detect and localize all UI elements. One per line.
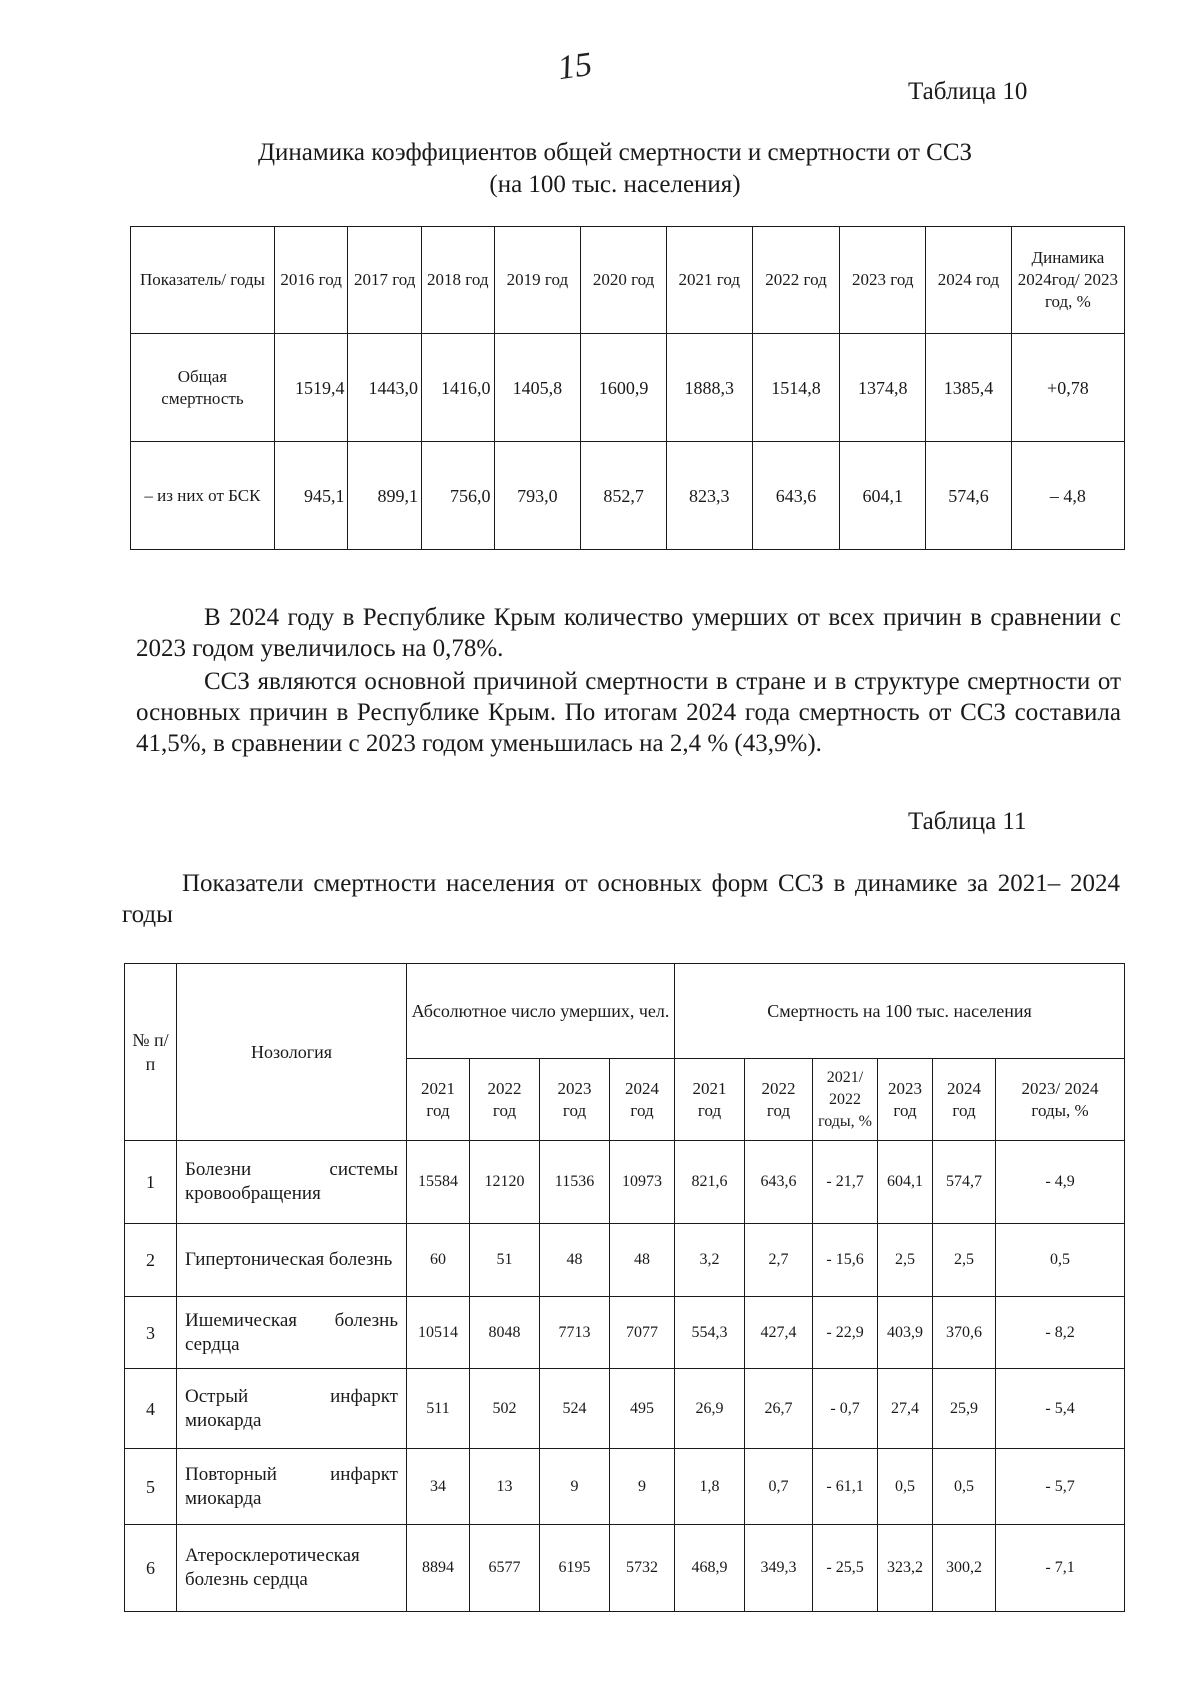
header-rate-col: 2021 год xyxy=(675,1059,745,1141)
table-cell: 2,5 xyxy=(933,1224,996,1297)
table-10 xyxy=(130,226,1125,550)
table-cell: 60 xyxy=(407,1224,470,1297)
table-row xyxy=(125,1369,1125,1449)
header-num: № п/п xyxy=(125,964,177,1141)
header-absolute: Абсолютное число умерших, чел. xyxy=(407,964,675,1059)
table-cell: 7077 xyxy=(610,1297,675,1369)
header-rate-col: 2021/ 2022 годы, % xyxy=(813,1059,878,1141)
table-cell: - 0,7 xyxy=(813,1369,878,1449)
row-num: 3 xyxy=(125,1297,177,1369)
header-year: 2016 год xyxy=(274,227,348,334)
row-num: 4 xyxy=(125,1369,177,1449)
table-cell: 852,7 xyxy=(581,442,667,550)
header-abs-year: 2023 год xyxy=(540,1059,610,1141)
table-cell: 323,2 xyxy=(878,1525,933,1612)
table-cell: 2,7 xyxy=(745,1224,813,1297)
table-cell: 823,3 xyxy=(666,442,752,550)
header-year: 2017 год xyxy=(348,227,422,334)
row-nosology: Гипертоническая болезнь xyxy=(177,1224,407,1297)
table-cell: 945,1 xyxy=(274,442,348,550)
table-cell: 502 xyxy=(470,1369,540,1449)
table-10-label: Таблица 10 xyxy=(908,78,1028,105)
table-cell: 9 xyxy=(540,1449,610,1525)
table-cell: 25,9 xyxy=(933,1369,996,1449)
table-cell: 1600,9 xyxy=(581,334,667,442)
header-abs-year: 2024 год xyxy=(610,1059,675,1141)
table-cell: - 5,4 xyxy=(996,1369,1125,1449)
table-cell: 1514,8 xyxy=(752,334,840,442)
table-cell: 26,7 xyxy=(745,1369,813,1449)
table-cell: 51 xyxy=(470,1224,540,1297)
table-cell: - 61,1 xyxy=(813,1449,878,1525)
header-nosology: Нозология xyxy=(177,964,407,1141)
table-cell: 643,6 xyxy=(745,1141,813,1224)
table-cell: 899,1 xyxy=(348,442,422,550)
header-year: 2023 год xyxy=(840,227,926,334)
table-row xyxy=(125,1141,1125,1224)
table-cell: 554,3 xyxy=(675,1297,745,1369)
row-label: – из них от БСК xyxy=(131,442,275,550)
row-num: 1 xyxy=(125,1141,177,1224)
table-cell: 12120 xyxy=(470,1141,540,1224)
table-cell: 11536 xyxy=(540,1141,610,1224)
table-cell: 495 xyxy=(610,1369,675,1449)
table-cell: 3,2 xyxy=(675,1224,745,1297)
header-year: 2018 год xyxy=(422,227,494,334)
table-11 xyxy=(124,963,1125,1612)
table-cell: 604,1 xyxy=(840,442,926,550)
table-row xyxy=(131,334,1125,442)
table-cell: 8894 xyxy=(407,1525,470,1612)
table-cell: 604,1 xyxy=(878,1141,933,1224)
table-cell: 1374,8 xyxy=(840,334,926,442)
table-cell: 574,6 xyxy=(926,442,1012,550)
table-cell: - 7,1 xyxy=(996,1525,1125,1612)
table-cell: 26,9 xyxy=(675,1369,745,1449)
table-cell: 468,9 xyxy=(675,1525,745,1612)
table-cell: 1405,8 xyxy=(494,334,581,442)
header-rate-col: 2024 год xyxy=(933,1059,996,1141)
row-nosology: Ишемическая болезнь сердца xyxy=(177,1297,407,1369)
paragraph-2: ССЗ являются основной причиной смертности в стране и в структуре смертности от основных причин в Республике Крым. По итогам 2024 года смертность от ССЗ составила 41,5%, в сравнении с 2023 годом уменьшилась на 2,4 % (43,9%). xyxy=(136,668,1121,757)
table-row xyxy=(131,442,1125,550)
table-cell: 6195 xyxy=(540,1525,610,1612)
row-nosology: Повторный инфаркт миокарда xyxy=(177,1449,407,1525)
table-11-title: Показатели смертности населения от основных форм ССЗ в динамике за 2021– 2024 годы xyxy=(122,870,1120,928)
table-cell: 34 xyxy=(407,1449,470,1525)
table-cell: - 8,2 xyxy=(996,1297,1125,1369)
row-nosology: Острый инфаркт миокарда xyxy=(177,1369,407,1449)
table-cell: 9 xyxy=(610,1449,675,1525)
table-cell: 0,5 xyxy=(878,1449,933,1525)
row-nosology: Болезни системы кровообращения xyxy=(177,1141,407,1224)
row-num: 5 xyxy=(125,1449,177,1525)
row-label: Общая смертность xyxy=(131,334,275,442)
table-cell: 1416,0 xyxy=(422,334,494,442)
table-cell: +0,78 xyxy=(1011,334,1124,442)
table-cell: 10973 xyxy=(610,1141,675,1224)
table-cell: - 21,7 xyxy=(813,1141,878,1224)
header-indicator: Показатель/ годы xyxy=(131,227,275,334)
table-cell: 6577 xyxy=(470,1525,540,1612)
header-rate-col: 2022 год xyxy=(745,1059,813,1141)
header-rate: Смертность на 100 тыс. населения xyxy=(675,964,1125,1059)
table-cell: 821,6 xyxy=(675,1141,745,1224)
table-cell: - 22,9 xyxy=(813,1297,878,1369)
table-10-title-line2: (на 100 тыс. населения) xyxy=(489,171,741,198)
paragraph-1: В 2024 году в Республике Крым количество умерших от всех причин в сравнении с 2023 годом увеличилось на 0,78%. xyxy=(136,604,1121,662)
table-cell: 524 xyxy=(540,1369,610,1449)
table-row xyxy=(125,1449,1125,1525)
table-cell: 574,7 xyxy=(933,1141,996,1224)
table-cell: 48 xyxy=(540,1224,610,1297)
table-cell: - 25,5 xyxy=(813,1525,878,1612)
table-row xyxy=(125,1224,1125,1297)
table-cell: 48 xyxy=(610,1224,675,1297)
row-num: 6 xyxy=(125,1525,177,1612)
table-cell: 1385,4 xyxy=(926,334,1012,442)
table-cell: 427,4 xyxy=(745,1297,813,1369)
header-rate-col: 2023/ 2024 годы, % xyxy=(996,1059,1125,1141)
table-cell: 1888,3 xyxy=(666,334,752,442)
table-cell: 7713 xyxy=(540,1297,610,1369)
table-cell: 370,6 xyxy=(933,1297,996,1369)
table-10-title-line1: Динамика коэффициентов общей смертности и смертности от ССЗ xyxy=(257,139,973,166)
header-year: 2024 год xyxy=(926,227,1012,334)
table-cell: 5732 xyxy=(610,1525,675,1612)
header-year: 2020 год xyxy=(581,227,667,334)
header-abs-year: 2021 год xyxy=(407,1059,470,1141)
row-nosology: Атеросклеротическая болезнь сердца xyxy=(177,1525,407,1612)
table-cell: 10514 xyxy=(407,1297,470,1369)
table-cell: 15584 xyxy=(407,1141,470,1224)
table-cell: 300,2 xyxy=(933,1525,996,1612)
table-cell: - 5,7 xyxy=(996,1449,1125,1525)
table-11-label: Таблица 11 xyxy=(908,808,1027,835)
table-cell: – 4,8 xyxy=(1011,442,1124,550)
table-cell: 0,5 xyxy=(996,1224,1125,1297)
table-cell: 2,5 xyxy=(878,1224,933,1297)
table-10-header-row xyxy=(131,227,1125,334)
table-11-header-row xyxy=(125,964,1125,1059)
table-cell: 756,0 xyxy=(422,442,494,550)
table-cell: 27,4 xyxy=(878,1369,933,1449)
table-cell: 349,3 xyxy=(745,1525,813,1612)
table-cell: 8048 xyxy=(470,1297,540,1369)
header-abs-year: 2022 год xyxy=(470,1059,540,1141)
table-cell: 0,5 xyxy=(933,1449,996,1525)
row-num: 2 xyxy=(125,1224,177,1297)
table-cell: 13 xyxy=(470,1449,540,1525)
table-cell: - 15,6 xyxy=(813,1224,878,1297)
page-number: 15 xyxy=(555,45,595,88)
header-dynamics: Динамика 2024год/ 2023 год, % xyxy=(1011,227,1124,334)
table-cell: 1,8 xyxy=(675,1449,745,1525)
header-year: 2021 год xyxy=(666,227,752,334)
table-10-title xyxy=(150,137,1080,201)
table-cell: 0,7 xyxy=(745,1449,813,1525)
table-cell: - 4,9 xyxy=(996,1141,1125,1224)
table-cell: 793,0 xyxy=(494,442,581,550)
table-cell: 1519,4 xyxy=(274,334,348,442)
table-cell: 643,6 xyxy=(752,442,840,550)
header-year: 2022 год xyxy=(752,227,840,334)
table-cell: 403,9 xyxy=(878,1297,933,1369)
table-cell: 1443,0 xyxy=(348,334,422,442)
table-row xyxy=(125,1525,1125,1612)
table-cell: 511 xyxy=(407,1369,470,1449)
header-year: 2019 год xyxy=(494,227,581,334)
header-rate-col: 2023 год xyxy=(878,1059,933,1141)
table-row xyxy=(125,1297,1125,1369)
